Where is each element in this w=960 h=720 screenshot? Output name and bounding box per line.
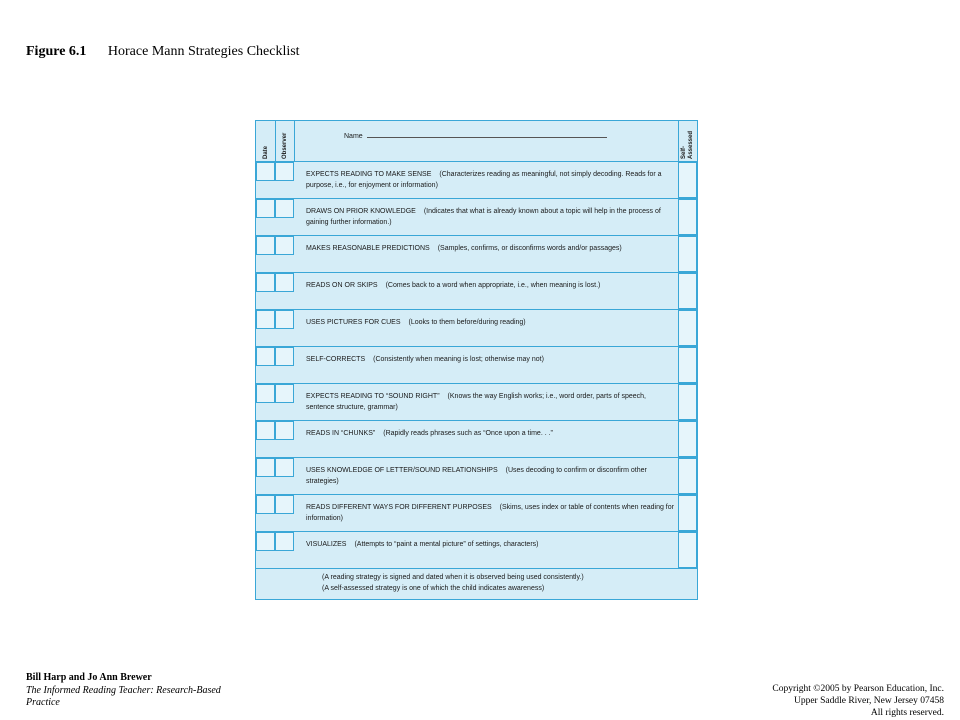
checklist-footnote — [322, 573, 584, 594]
footnote-line-1: (A reading strategy is signed and dated when it is observed being used consistently.) — [322, 574, 584, 581]
book-citation — [26, 672, 241, 710]
date-checkbox[interactable] — [256, 458, 275, 477]
row-divider — [256, 272, 697, 273]
strategy-description: (Looks to them before/during reading) — [408, 319, 526, 326]
strategy-description: (Rapidly reads phrases such as “Once upon a time. . .” — [383, 430, 553, 437]
row-divider — [256, 161, 697, 162]
date-checkbox[interactable] — [256, 236, 275, 255]
strategy-title: READS DIFFERENT WAYS FOR DIFFERENT PURPOSES — [306, 504, 492, 511]
observer-checkbox[interactable] — [275, 199, 294, 218]
strategy-item — [306, 243, 676, 254]
date-checkbox[interactable] — [256, 421, 275, 440]
strategy-title: EXPECTS READING TO “SOUND RIGHT” — [306, 393, 440, 400]
row-divider — [256, 346, 697, 347]
strategies-checklist — [255, 120, 698, 600]
date-checkbox[interactable] — [256, 532, 275, 551]
strategy-description: (Comes back to a word when appropriate, i.e., when meaning is lost.) — [385, 282, 601, 289]
self-assessed-checkbox[interactable] — [678, 532, 697, 568]
row-divider — [256, 457, 697, 458]
strategy-description: (Skims, uses index or table of contents when reading for information) — [306, 504, 674, 522]
self-assessed-column-divider — [678, 121, 679, 161]
observer-checkbox[interactable] — [275, 532, 294, 551]
row-divider — [256, 494, 697, 495]
self-assessed-label-line1: Self- — [681, 145, 687, 159]
row-divider — [256, 198, 697, 199]
strategy-item — [306, 391, 676, 413]
date-checkbox[interactable] — [256, 384, 275, 403]
strategy-item — [306, 465, 676, 487]
strategy-description: (Characterizes reading as meaningful, not simply decoding. Reads for a purpose, i.e., for enjoyment or information) — [306, 171, 662, 189]
copyright-line-3: All rights reserved. — [870, 708, 944, 718]
strategy-title: SELF-CORRECTS — [306, 356, 366, 363]
strategy-description: (Knows the way English works; i.e., word order, parts of speech, sentence structure, grammar) — [306, 393, 646, 411]
self-assessed-checkbox[interactable] — [678, 162, 697, 198]
strategy-description: (Samples, confirms, or disconfirms words and/or passages) — [437, 245, 622, 252]
self-assessed-checkbox[interactable] — [678, 458, 697, 494]
strategy-description: (Uses decoding to confirm or disconfirm other strategies) — [306, 467, 647, 485]
date-checkbox[interactable] — [256, 347, 275, 366]
self-assessed-checkbox[interactable] — [678, 384, 697, 420]
observer-column-label: Observer — [282, 132, 288, 159]
figure-caption: Horace Mann Strategies Checklist — [107, 44, 300, 59]
observer-checkbox[interactable] — [275, 273, 294, 292]
book-title: The Informed Reading Teacher: Research-Based Practice — [26, 684, 221, 708]
strategy-title: DRAWS ON PRIOR KNOWLEDGE — [306, 208, 416, 215]
observer-checkbox[interactable] — [275, 162, 294, 181]
name-blank-line — [367, 131, 607, 138]
row-divider — [256, 383, 697, 384]
footnote-line-2: (A self-assessed strategy is one of which the child indicates awareness) — [322, 584, 545, 592]
strategy-item — [306, 317, 676, 328]
copyright-notice — [772, 683, 944, 719]
footer-divider — [256, 568, 697, 569]
date-column-label: Date — [263, 145, 269, 159]
date-checkbox[interactable] — [256, 199, 275, 218]
row-divider — [256, 309, 697, 310]
self-assessed-checkbox[interactable] — [678, 421, 697, 457]
observer-checkbox[interactable] — [275, 347, 294, 366]
strategy-item — [306, 502, 676, 524]
observer-checkbox[interactable] — [275, 421, 294, 440]
strategy-title: MAKES REASONABLE PREDICTIONS — [306, 245, 430, 252]
observer-checkbox[interactable] — [275, 458, 294, 477]
observer-checkbox[interactable] — [275, 236, 294, 255]
self-assessed-checkbox[interactable] — [678, 236, 697, 272]
observer-checkbox[interactable] — [275, 495, 294, 514]
authors: Bill Harp and Jo Ann Brewer — [26, 672, 152, 683]
strategy-item — [306, 206, 676, 228]
strategy-description: (Indicates that what is already known about a topic will help in the process of gaining further information.) — [306, 208, 661, 226]
strategy-title: EXPECTS READING TO MAKE SENSE — [306, 171, 432, 178]
strategy-description: (Attempts to “paint a mental picture” of settings, characters) — [354, 541, 539, 548]
self-assessed-checkbox[interactable] — [678, 310, 697, 346]
date-checkbox[interactable] — [256, 495, 275, 514]
observer-checkbox[interactable] — [275, 384, 294, 403]
row-divider — [256, 235, 697, 236]
self-assessed-checkbox[interactable] — [678, 273, 697, 309]
strategy-item — [306, 169, 676, 191]
row-divider — [256, 531, 697, 532]
date-column-divider — [275, 121, 276, 161]
figure-label: Figure 6.1 — [26, 44, 87, 59]
strategy-title: USES KNOWLEDGE OF LETTER/SOUND RELATIONSHIPS — [306, 467, 498, 474]
row-divider — [256, 420, 697, 421]
self-assessed-checkbox[interactable] — [678, 347, 697, 383]
strategy-item — [306, 539, 676, 550]
observer-column-divider — [294, 121, 295, 161]
name-field — [344, 131, 607, 140]
observer-checkbox[interactable] — [275, 310, 294, 329]
strategy-title: READS ON OR SKIPS — [306, 282, 378, 289]
strategy-item — [306, 280, 676, 291]
strategy-description: (Consistently when meaning is lost; otherwise may not) — [373, 356, 544, 363]
date-checkbox[interactable] — [256, 310, 275, 329]
date-checkbox[interactable] — [256, 162, 275, 181]
name-label: Name — [344, 133, 363, 140]
strategy-item — [306, 354, 676, 365]
copyright-line-1: Copyright ©2005 by Pearson Education, Inc. — [772, 684, 944, 694]
strategy-item — [306, 428, 676, 439]
strategy-title: READS IN “CHUNKS” — [306, 430, 376, 437]
self-assessed-label-line2: Assessed — [688, 130, 694, 159]
figure-title — [26, 44, 300, 60]
date-checkbox[interactable] — [256, 273, 275, 292]
strategy-title: VISUALIZES — [306, 541, 347, 548]
strategy-title: USES PICTURES FOR CUES — [306, 319, 401, 326]
copyright-line-2: Upper Saddle River, New Jersey 07458 — [793, 696, 944, 706]
self-assessed-checkbox[interactable] — [678, 495, 697, 531]
self-assessed-checkbox[interactable] — [678, 199, 697, 235]
